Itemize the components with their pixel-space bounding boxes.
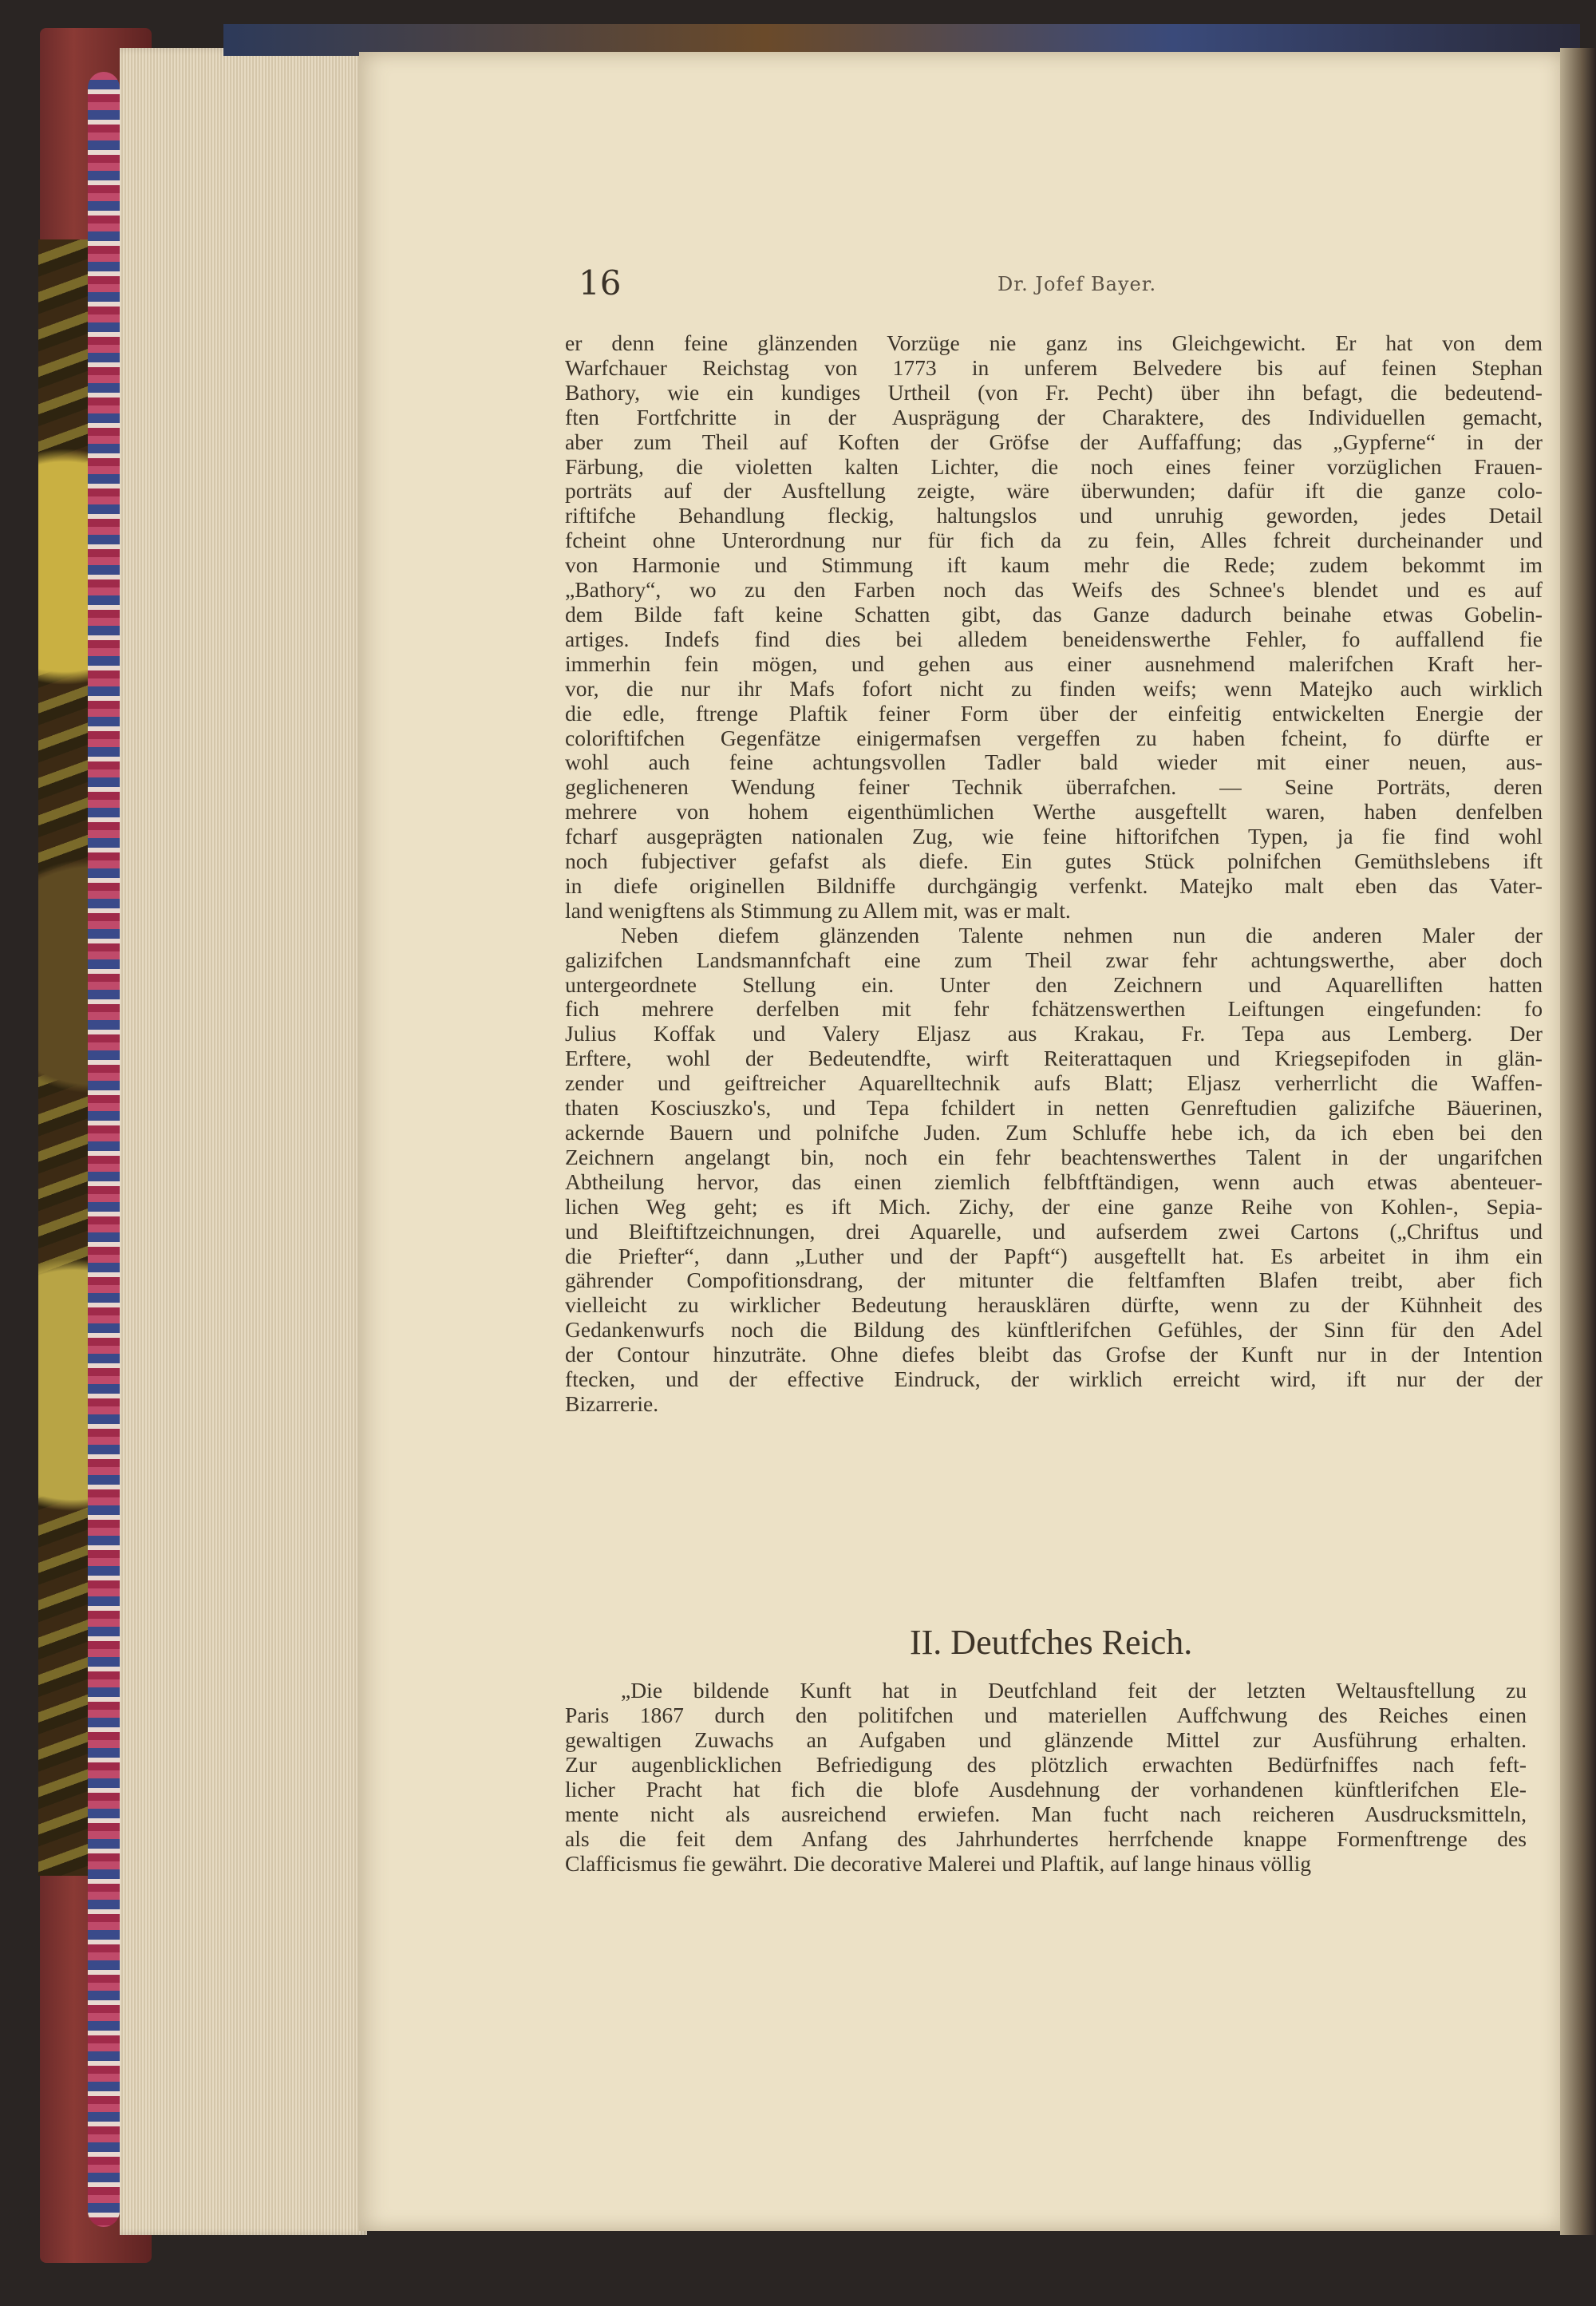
- text-line: galizifchen Landsmannfchaft eine zum Theil zwar fehr achtungswerthe, aber doch: [565, 947, 1543, 972]
- paragraph-1: [565, 331, 1543, 924]
- text-line: noch fubjectiver gefafst als diefe. Ein gutes Stück polnifchen Gemüthslebens ift: [565, 848, 1543, 874]
- text-line: von Harmonie und Stimmung ift kaum mehr die Rede; zudem bekommt im: [565, 552, 1543, 578]
- section-heading: II. Deutfches Reich.: [910, 1623, 1193, 1662]
- text-line: thaten Kosciuszko's, und Tepa fchildert in netten Genreftudien galizifche Bäuerinen,: [565, 1095, 1543, 1121]
- text-line: ftecken, und der effective Eindruck, der wirklich erreicht wird, ift nur der der: [565, 1367, 1543, 1392]
- text-line: Erftere, wohl der Bedeutendfte, wirft Reiterattaquen und Kriegsepifoden in glän-: [565, 1046, 1543, 1071]
- text-line: aber zum Theil auf Koften der Gröfse der Auffaffung; das „Gypferne“ in der: [565, 429, 1543, 454]
- page-header: [579, 263, 1520, 311]
- text-line: als die feit dem Anfang des Jahrhundertes herrfchende knappe Formenftrenge des: [565, 1826, 1527, 1851]
- page-gutter: [1560, 48, 1596, 2235]
- text-line: lichen Weg geht; es ift Mich. Zichy, der eine ganze Reihe von Kohlen-, Sepia-: [565, 1193, 1543, 1219]
- page-stack-edge: [120, 48, 367, 2235]
- text-line: land wenigftens als Stimmung zu Allem mit, was er malt.: [565, 897, 1071, 923]
- text-line: Zur augenblicklichen Befriedigung des plötzlich erwachten Bedürfniffes nach feft-: [565, 1752, 1527, 1777]
- text-line: der Contour hinzuträte. Ohne diefes bleibt das Grofse der Kunft nur in der Intention: [565, 1342, 1543, 1367]
- text-line: „Die bildende Kunft hat in Deutfchland feit der letzten Weltausftellung zu: [621, 1678, 1527, 1703]
- text-line: Neben diefem glänzenden Talente nehmen nun die anderen Maler der: [621, 922, 1543, 947]
- text-line: Bizarrerie.: [565, 1390, 659, 1416]
- text-line: fcharf ausgeprägten nationalen Zug, wie feine hiftorifchen Typen, ja fie find wohl: [565, 824, 1543, 849]
- text-line: Julius Koffak und Valery Eljasz aus Krakau, Fr. Tepa aus Lemberg. Der: [565, 1021, 1543, 1046]
- text-line: Paris 1867 durch den politifchen und materiellen Auffchwung des Reiches einen: [565, 1703, 1527, 1727]
- text-line: Gedankenwurfs noch die Bildung des künftlerifchen Gefühles, der Sinn für den Adel: [565, 1317, 1543, 1343]
- text-line: die edle, ftrenge Plaftik feiner Form über der einfeitig entwickelten Energie der: [565, 700, 1543, 726]
- text-line: fcheint ohne Unterordnung nur für fich da zu fein, Alles fchreit durcheinander und: [565, 528, 1543, 553]
- text-line: vielleicht zu wirklicher Bedeutung herausklären dürfte, wenn zu der Kühnheit des: [565, 1292, 1543, 1318]
- text-line: licher Pracht hat fich die blofe Ausdehnung der vorhandenen künftlerifchen Ele-: [565, 1777, 1527, 1802]
- text-line: die Priefter“, dann „Luther und der Papft“) ausgeftellt hat. Es arbeitet in ihm ein: [565, 1243, 1543, 1268]
- text-line: gewaltigen Zuwachs an Aufgaben und glänzende Mittel zur Ausführung erhalten.: [565, 1727, 1527, 1752]
- text-line: geglicheneren Wendung feiner Technik überrafchen. — Seine Porträts, deren: [565, 774, 1543, 800]
- text-line: Abtheilung hervor, das einen ziemlich felbftftändigen, wenn auch etwas abenteuer-: [565, 1169, 1543, 1194]
- text-line: fich mehrere derfelben mit fehr fchätzenswerthen Leiftungen eingefunden: fo: [565, 996, 1543, 1022]
- text-line: coloriftifchen Gegenfätze einigermafsen vergeffen zu haben fcheint, fo dürfte er: [565, 725, 1543, 750]
- text-line: immerhin fein mögen, und gehen aus einer ausnehmend malerifchen Kraft her-: [565, 651, 1543, 676]
- text-line: dem Bilde faft keine Schatten gibt, das Ganze dadurch beinahe etwas Gobelin-: [565, 601, 1543, 627]
- text-line: artiges. Indefs find dies bei alledem beneidenswerthe Fehler, fo auffallend fie: [565, 626, 1543, 651]
- paragraph-2: [565, 924, 1543, 1417]
- text-line: mehrere von hohem eigenthümlichen Werthe ausgeftellt waren, haben denfelben: [565, 799, 1543, 825]
- text-line: untergeordnete Stellung ein. Unter den Zeichnern und Aquarelliften hatten: [565, 971, 1543, 997]
- running-head: Dr. Jofef Bayer.: [998, 273, 1157, 295]
- text-line: gährender Compofitionsdrang, der mitunter die feltfamften Blafen treibt, aber fich: [565, 1268, 1543, 1293]
- text-line: Färbung, die violetten kalten Lichter, die noch eines feiner vorzüglichen Frauen-: [565, 453, 1543, 479]
- paragraph-3: [565, 1678, 1527, 1876]
- text-line: porträts auf der Ausftellung zeigte, wäre überwunden; dafür ift die ganze colo-: [565, 478, 1543, 504]
- marbled-page-edge: [88, 72, 120, 2227]
- text-line: mente nicht als ausreichend erwiefen. Man fucht nach reicheren Ausdrucksmitteln,: [565, 1802, 1527, 1826]
- text-line: Clafficismus fie gewährt. Die decorative Malerei und Plaftik, auf lange hinaus völlig: [565, 1851, 1312, 1876]
- text-line: vor, die nur ihr Mafs fofort nicht zu finden weifs; wenn Matejko auch wirklich: [565, 675, 1543, 701]
- text-line: und Bleiftiftzeichnungen, drei Aquarelle, und aufserdem zwei Cartons („Chriftus und: [565, 1218, 1543, 1244]
- text-line: Bathory, wie ein kundiges Urtheil (von Fr. Pecht) über ihn befagt, die bedeutend-: [565, 379, 1543, 405]
- text-line: „Bathory“, wo zu den Farben noch das Weifs des Schnee's blendet und es auf: [565, 577, 1543, 603]
- text-line: Zeichnern angelangt bin, noch ein fehr beachtenswerthes Talent in der ungarifchen: [565, 1144, 1543, 1169]
- section-text: [565, 1678, 1527, 1876]
- top-binding-strip: [223, 24, 1580, 56]
- text-line: in diefe originellen Bildniffe durchgängig verfenkt. Matejko malt eben das Vater-: [565, 872, 1543, 898]
- text-line: er denn feine glänzenden Vorzüge nie ganz ins Gleichgewicht. Er hat von dem: [565, 330, 1543, 355]
- text-line: ften Fortfchritte in der Ausprägung der Charaktere, des Individuellen gemacht,: [565, 404, 1543, 429]
- text-line: riftifche Behandlung fleckig, haltungslos und unruhig geworden, jedes Detail: [565, 503, 1543, 528]
- text-line: wohl auch feine achtungsvollen Tadler bald wieder mit einer neuen, aus-: [565, 750, 1543, 775]
- text-line: ackernde Bauern und polnifche Juden. Zum Schluffe hebe ich, da ich eben bei den: [565, 1120, 1543, 1145]
- main-text: [565, 331, 1543, 1417]
- text-line: Warfchauer Reichstag von 1773 in unferem Belvedere bis auf feinen Stephan: [565, 354, 1543, 380]
- page-number: 16: [579, 263, 622, 303]
- text-line: zender und geiftreicher Aquarelltechnik aufs Blatt; Eljasz verherrlicht die Waffen-: [565, 1070, 1543, 1096]
